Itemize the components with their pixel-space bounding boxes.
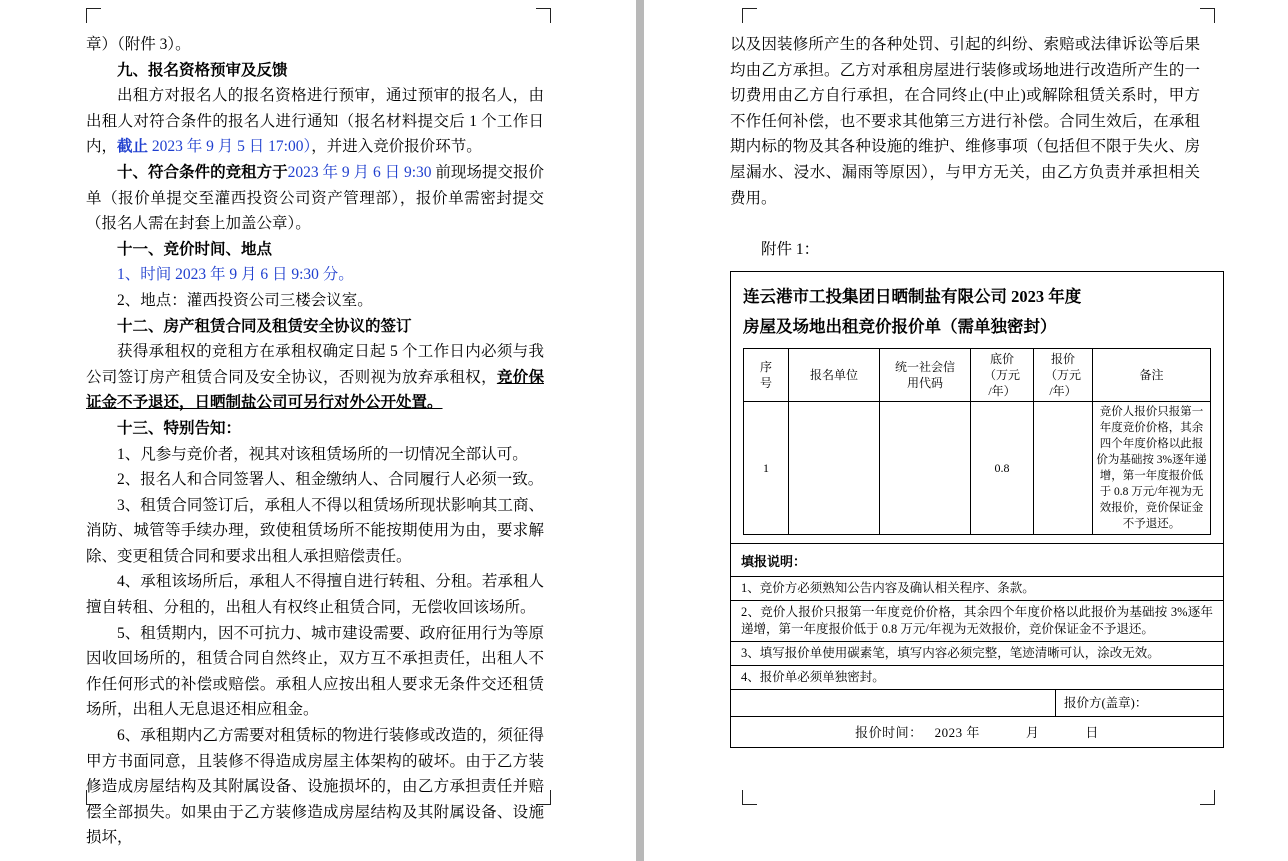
paragraph-heading-12: 十二、房产租赁合同及租赁安全协议的签订 — [117, 317, 412, 335]
bid-form-box — [730, 271, 1224, 544]
signature-row — [731, 689, 1223, 716]
col-header-code: 统一社会信 用代码 — [880, 348, 971, 401]
cell-unit[interactable] — [789, 401, 880, 534]
paragraph: 2、报名人和合同签署人、租金缴纳人、合同履行人必须一致。 — [117, 471, 544, 489]
crop-mark-bottom-left — [742, 790, 757, 805]
right-page-text-column — [730, 32, 1213, 748]
note-item: 3、填写报价单使用碳素笔，填写内容必须完整，笔迹清晰可认，涂改无效。 — [731, 641, 1223, 665]
document-page-right — [644, 0, 1288, 861]
paragraph: 章）（附件 3）。 — [86, 36, 191, 53]
crop-mark-top-left — [742, 8, 757, 23]
crop-mark-top-right — [536, 8, 551, 23]
cell-code[interactable] — [880, 401, 971, 534]
paragraph-heading-10: 十、符合条件的竞租方于2023 年 9 月 6 日 9:30 前现场提交报价单（报价单提交至灌西投资公司资产管理部），报价单需密封提交（报名人需在封套上加盖公章）。 — [86, 163, 544, 233]
table-header-row — [744, 348, 1211, 401]
cell-base-price: 0.8 — [971, 401, 1034, 534]
crop-mark-top-left — [86, 8, 101, 23]
paragraph: 6、承租期内乙方需要对租赁标的物进行装修或改造的，须征得甲方书面同意，且装修不得造成房屋主体架构的破坏。由于乙方装修造成房屋结构及其附属设备、设施损坏的，由乙方承担责任并赔偿全部损失。如果由于乙方装修造成房屋结构及其附属设备、设施损坏， — [86, 727, 544, 847]
col-header-base-price: 底价 （万元 /年） — [971, 348, 1034, 401]
bid-time-month: 月 — [1025, 724, 1040, 740]
paragraph-heading-9: 九、报名资格预审及反馈 — [117, 61, 288, 79]
bid-form-title-line2: 房屋及场地出租竞价报价单（需单独密封） — [743, 316, 1057, 336]
col-header-unit: 报名单位 — [789, 348, 880, 401]
paragraph: 以及因装修所产生的各种处罚、引起的纠纷、索赔或法律诉讼等后果均由乙方承担。乙方对承租房屋进行装修或场地进行改造所产生的一切费用由乙方自行承担，在合同终止(中止)或解除租赁关系时，甲方不作任何补偿，也不要求其他第三方进行补偿。合同生效后，在承租期内标的物及其各种设施的维护、维修事项（包括但不限于失火、房屋漏水、浸水、漏雨等原因），与甲方无关，由乙方负责并承担相关费用。 — [730, 36, 1200, 207]
cell-seq: 1 — [744, 401, 789, 534]
bid-time-row — [731, 716, 1223, 747]
bid-time-label: 报价时间： — [855, 724, 923, 740]
notes-title: 填报说明： — [741, 553, 807, 569]
note-item: 1、竞价方必须熟知公告内容及确认相关程序、条款。 — [731, 576, 1223, 600]
col-header-note: 备注 — [1093, 348, 1211, 401]
table-row — [744, 401, 1211, 534]
document-page-left — [0, 0, 636, 861]
paragraph: 4、承租该场所后，承租人不得擅自进行转租、分租。若承租人擅自转租、分租的，出租人有权终止租赁合同，无偿收回该场所。 — [86, 573, 544, 617]
bid-time-day: 日 — [1085, 724, 1099, 740]
paragraph: 1、凡参与竞价者，视其对该租赁场所的一切情况全部认可。 — [117, 445, 528, 463]
bid-form-notes — [730, 544, 1224, 749]
paragraph: 1、时间 2023 年 9 月 6 日 9:30 分。 — [117, 266, 354, 284]
paragraph: 5、租赁期内，因不可抗力、城市建设需要、政府征用行为等原因收回场所的，租赁合同自然终止，双方互不承担责任，出租人不作任何形式的补偿或赔偿。承租人应按出租人要求无条件交还租赁场所，出租人无息退还相应租金。 — [86, 624, 544, 719]
paragraph-heading-11: 十一、竞价时间、地点 — [117, 240, 273, 258]
paragraph: 出租方对报名人的报名资格进行预审，通过预审的报名人，由出租人对符合条件的报名人进行通知（报名材料提交后 1 个工作日内，截止 2023 年 9 月 5 日 17:00），并进入竞价报价环节。 — [86, 87, 544, 156]
paragraph: 获得承租权的竞租方在承租权确定日起 5 个工作日内必须与我公司签订房产租赁合同及安全协议，否则视为放弃承租权，竞价保证金不予退还，日晒制盐公司可另行对外公开处置。 — [86, 343, 544, 412]
col-header-seq: 序 号 — [744, 348, 789, 401]
bid-time-year: 2023 年 — [934, 724, 980, 740]
page-gutter — [636, 0, 644, 861]
paragraph-heading-13: 十三、特别告知： — [117, 419, 242, 437]
bid-form-title-line1: 连云港市工投集团日晒制盐有限公司 2023 年度 — [743, 286, 1082, 306]
note-item: 2、竞价人报价只报第一年度竞价价格，其余四个年度价格以此报价为基础按 3%逐年递增，第一年度报价低于 0.8 万元/年视为无效报价，竞价保证金不予退还。 — [731, 600, 1223, 641]
paragraph: 2、地点：灌西投资公司三楼会议室。 — [117, 291, 373, 309]
note-item: 4、报价单必须单独密封。 — [731, 665, 1223, 689]
left-page-text-column — [86, 32, 544, 851]
attachment-label: 附件 1： — [761, 241, 820, 259]
crop-mark-top-right — [1200, 8, 1215, 23]
cell-offer-price[interactable] — [1034, 401, 1093, 534]
col-header-offer-price: 报价 （万元 /年） — [1034, 348, 1093, 401]
bid-form-table — [743, 348, 1211, 535]
cell-note: 竞价人报价只报第一年度竞价价格，其余四个年度价格以此报价为基础按 3%逐年递增，第一年度报价低于 0.8 万元/年视为无效报价，竞价保证金不予退还。 — [1093, 401, 1211, 534]
paragraph: 3、租赁合同签订后，承租人不得以租赁场所现状影响其工商、消防、城管等手续办理，致使租赁场所不能按期使用为由，要求解除、变更租赁合同和要求出租人承担赔偿责任。 — [86, 496, 544, 565]
crop-mark-bottom-right — [1200, 790, 1215, 805]
signature-label: 报价方(盖章)： — [1055, 690, 1223, 716]
